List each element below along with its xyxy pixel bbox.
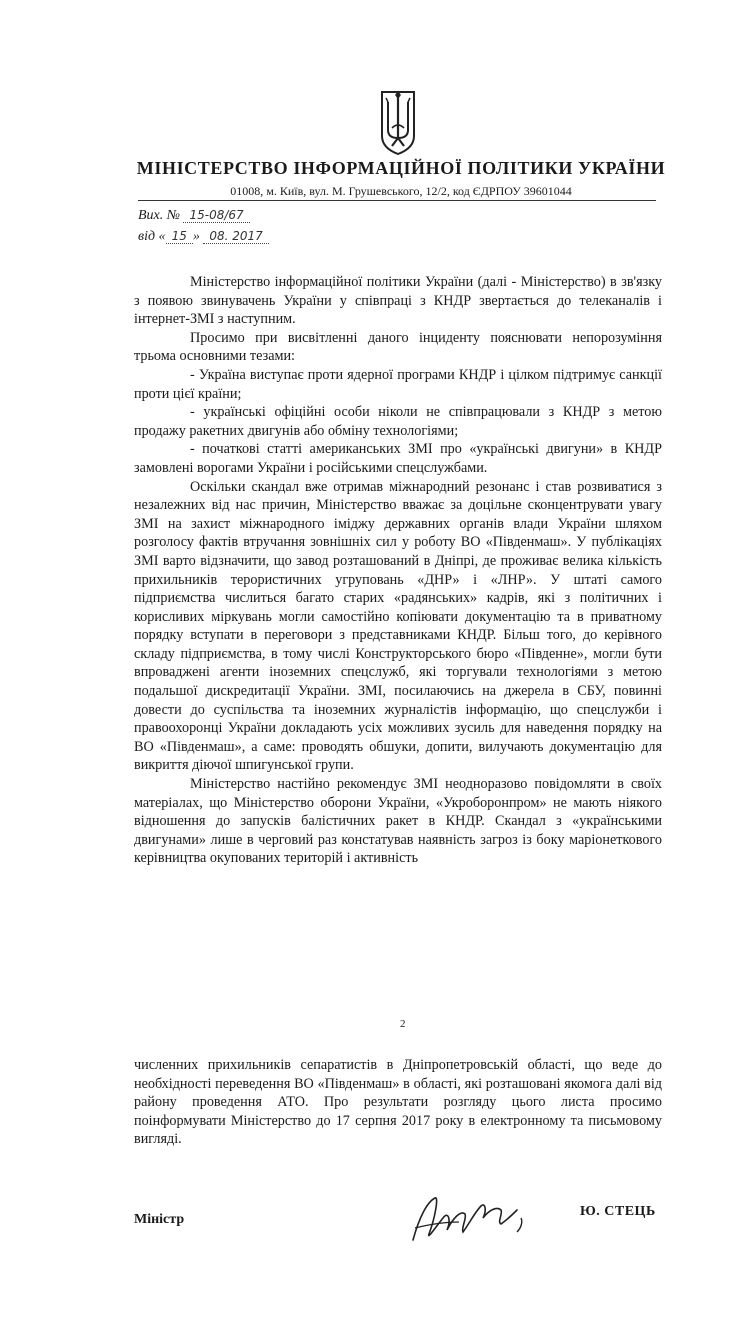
date-rest: 08. 2017 <box>203 229 268 244</box>
paragraph: Міністерство настійно рекомендує ЗМІ неодноразово повідомляти в своїх матеріалах, що Міністерство оборони України, «Укроборонпром» не мають ніякого відношення до запусків балістичних ракет в КНДР. Скандал з «українськими двигунами» лише в черговий раз констатував наявність загроз із боку маріонеткового керівництва окупованих територій і активність <box>134 776 662 867</box>
outgoing-date-line <box>138 229 269 245</box>
outgoing-number-value: 15-08/67 <box>183 208 249 223</box>
organization-name: МІНІСТЕРСТВО ІНФОРМАЦІЙНОЇ ПОЛІТИКИ УКРАЇНИ <box>136 158 666 178</box>
paragraph: Просимо при висвітленні даного інциденту пояснювати непорозуміння трьома основними тезами: <box>134 329 662 365</box>
thesis-item: - українські офіційні особи ніколи не співпрацювали з КНДР з метою продажу ракетних двигунів або обміну технологіями; <box>134 404 662 439</box>
paragraph: Міністерство інформаційної політики України (далі - Міністерство) в зв'язку з появою звинувачень України у співпраці з КНДР звертається до телеканалів і інтернет-ЗМІ з наступним. <box>134 274 662 328</box>
organization-address: 01008, м. Київ, вул. М. Грушевського, 12/2, код ЄДРПОУ 39601044 <box>230 184 572 198</box>
thesis-item: - початкові статті американських ЗМІ про «українські двигуни» в КНДР замовлені ворогами України і російськими спецслужбами. <box>134 441 662 476</box>
date-label-mid: » <box>192 229 200 244</box>
signatory-title: Міністр <box>134 1212 185 1227</box>
date-day: 15 <box>166 229 193 244</box>
trident-coat-of-arms-icon <box>378 88 418 158</box>
paragraph: Оскільки скандал вже отримав міжнародний резонанс і став розвиватися з незалежних від нас причин, Міністерство вважає за доцільне сконцентрувати увагу ЗМІ на захист міжнародного іміджу державних органів влади України шляхом розголосу фактів втручання зовнішніх сил у роботу ВО «Південмаш». У публікаціях ЗМІ варто відзначити, що завод розташований в Дніпрі, де проживає велика кількість прихильників терористичних угруповань «ДНР» і «ЛНР». У штаті самого підприємства числиться багато старих «радянських» кадрів, які з політичних і корисливих міркувань могли самостійно копіювати документацію та в приватному порядку вступати в переговори з представниками КНДР. Більш того, до керівного складу підприємства, в тому числі Конструкторського бюро «Південне», могли бути впроваджені агенти іноземних спецслужб, які торгували технологіями з метою подальшої дискредитації України. ЗМІ, посилаючись на джерела в СБУ, повинні довести до суспільства та іноземних журналістів інформацію, що спецслужби і правоохоронці України докладають усіх можливих зусиль для наведення порядку на ВО «Південмаш», а саме: проводять обшуки, допити, вилучають документацію для викриття діючої шпигунської групи. <box>134 478 662 774</box>
thesis-item: - Україна виступає проти ядерної програми КНДР і цілком підтримує санкції проти цієї країни; <box>134 366 662 402</box>
date-label-from: від « <box>138 229 166 244</box>
signatory-name: Ю. СТЕЦЬ <box>580 1204 656 1219</box>
page-number: 2 <box>400 1018 406 1030</box>
header-divider <box>138 200 656 201</box>
paragraph: численних прихильників сепаратистів в Дніпропетровській області, що веде до необхідності переведення ВО «Південмаш» в області, які розташовані якомога далі від району проведення АТО. Про результати розгляду цього листа просимо поінформувати Міністерство до 17 серпня 2017 року в електронному та письмовому вигляді. <box>134 1057 662 1148</box>
letter-body-continuation <box>134 1056 662 1149</box>
letter-body <box>134 273 662 868</box>
outgoing-number-label: Вих. № <box>138 208 180 223</box>
handwritten-signature-icon <box>405 1188 535 1248</box>
outgoing-number-line <box>138 208 250 224</box>
